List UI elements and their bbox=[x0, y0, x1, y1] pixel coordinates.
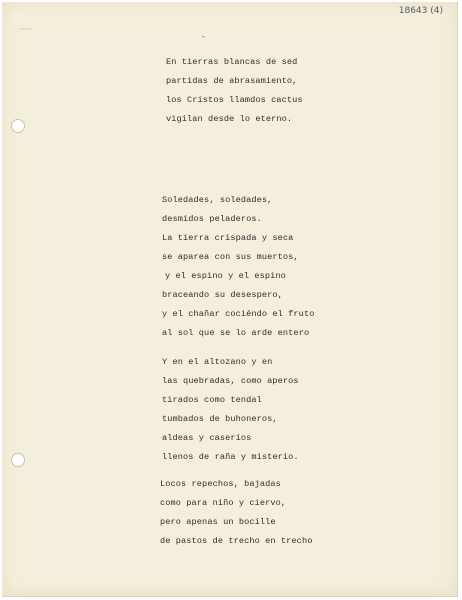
poem-line: En tierras blancas de sed bbox=[166, 57, 298, 67]
poem-line: y el chañar cociéndo el fruto bbox=[162, 309, 315, 319]
poem-line: tirados como tendal bbox=[162, 395, 262, 405]
poem-line: y el espino y el espino bbox=[165, 271, 286, 281]
poem-line: vigilan desde lo eterno. bbox=[166, 114, 293, 124]
poem-line: los Cristos llamdos cactus bbox=[166, 95, 303, 105]
poem-line: desmidos peladeros. bbox=[162, 214, 262, 224]
poem-line: de pastos de trecho en trecho bbox=[160, 536, 313, 546]
manuscript-page bbox=[2, 2, 458, 597]
poem-line: las quebradas, como aperos bbox=[162, 376, 299, 386]
poem-line: como para niño y ciervo, bbox=[160, 498, 287, 508]
typing-tick-mark: - bbox=[201, 33, 206, 42]
punch-hole-top bbox=[11, 119, 25, 133]
poem-line: aldeas y caseríos bbox=[162, 433, 252, 443]
poem-line: braceando su desespero, bbox=[162, 290, 283, 300]
corner-stamp: ~~~~ bbox=[18, 26, 33, 33]
poem-line: Y en el altozano y en bbox=[162, 357, 273, 367]
poem-line: se aparea con sus muertos, bbox=[162, 252, 299, 262]
poem-line: al sol que se lo arde entero bbox=[162, 328, 310, 338]
poem-line: Locos repechos, bajadas bbox=[160, 479, 281, 489]
poem-line: pero apenas un bocille bbox=[160, 517, 276, 527]
poem-line: tumbados de buhoneros, bbox=[162, 414, 278, 424]
punch-hole-bottom bbox=[11, 453, 25, 467]
poem-line: Soledades, soledades, bbox=[162, 195, 273, 205]
poem-line: partidas de abrasamiento, bbox=[166, 76, 298, 86]
poem-line: llenos de raña y misterio. bbox=[162, 452, 299, 462]
archive-reference-number: 18643 (4) bbox=[398, 6, 443, 16]
poem-line: La tierra crispada y seca bbox=[162, 233, 294, 243]
